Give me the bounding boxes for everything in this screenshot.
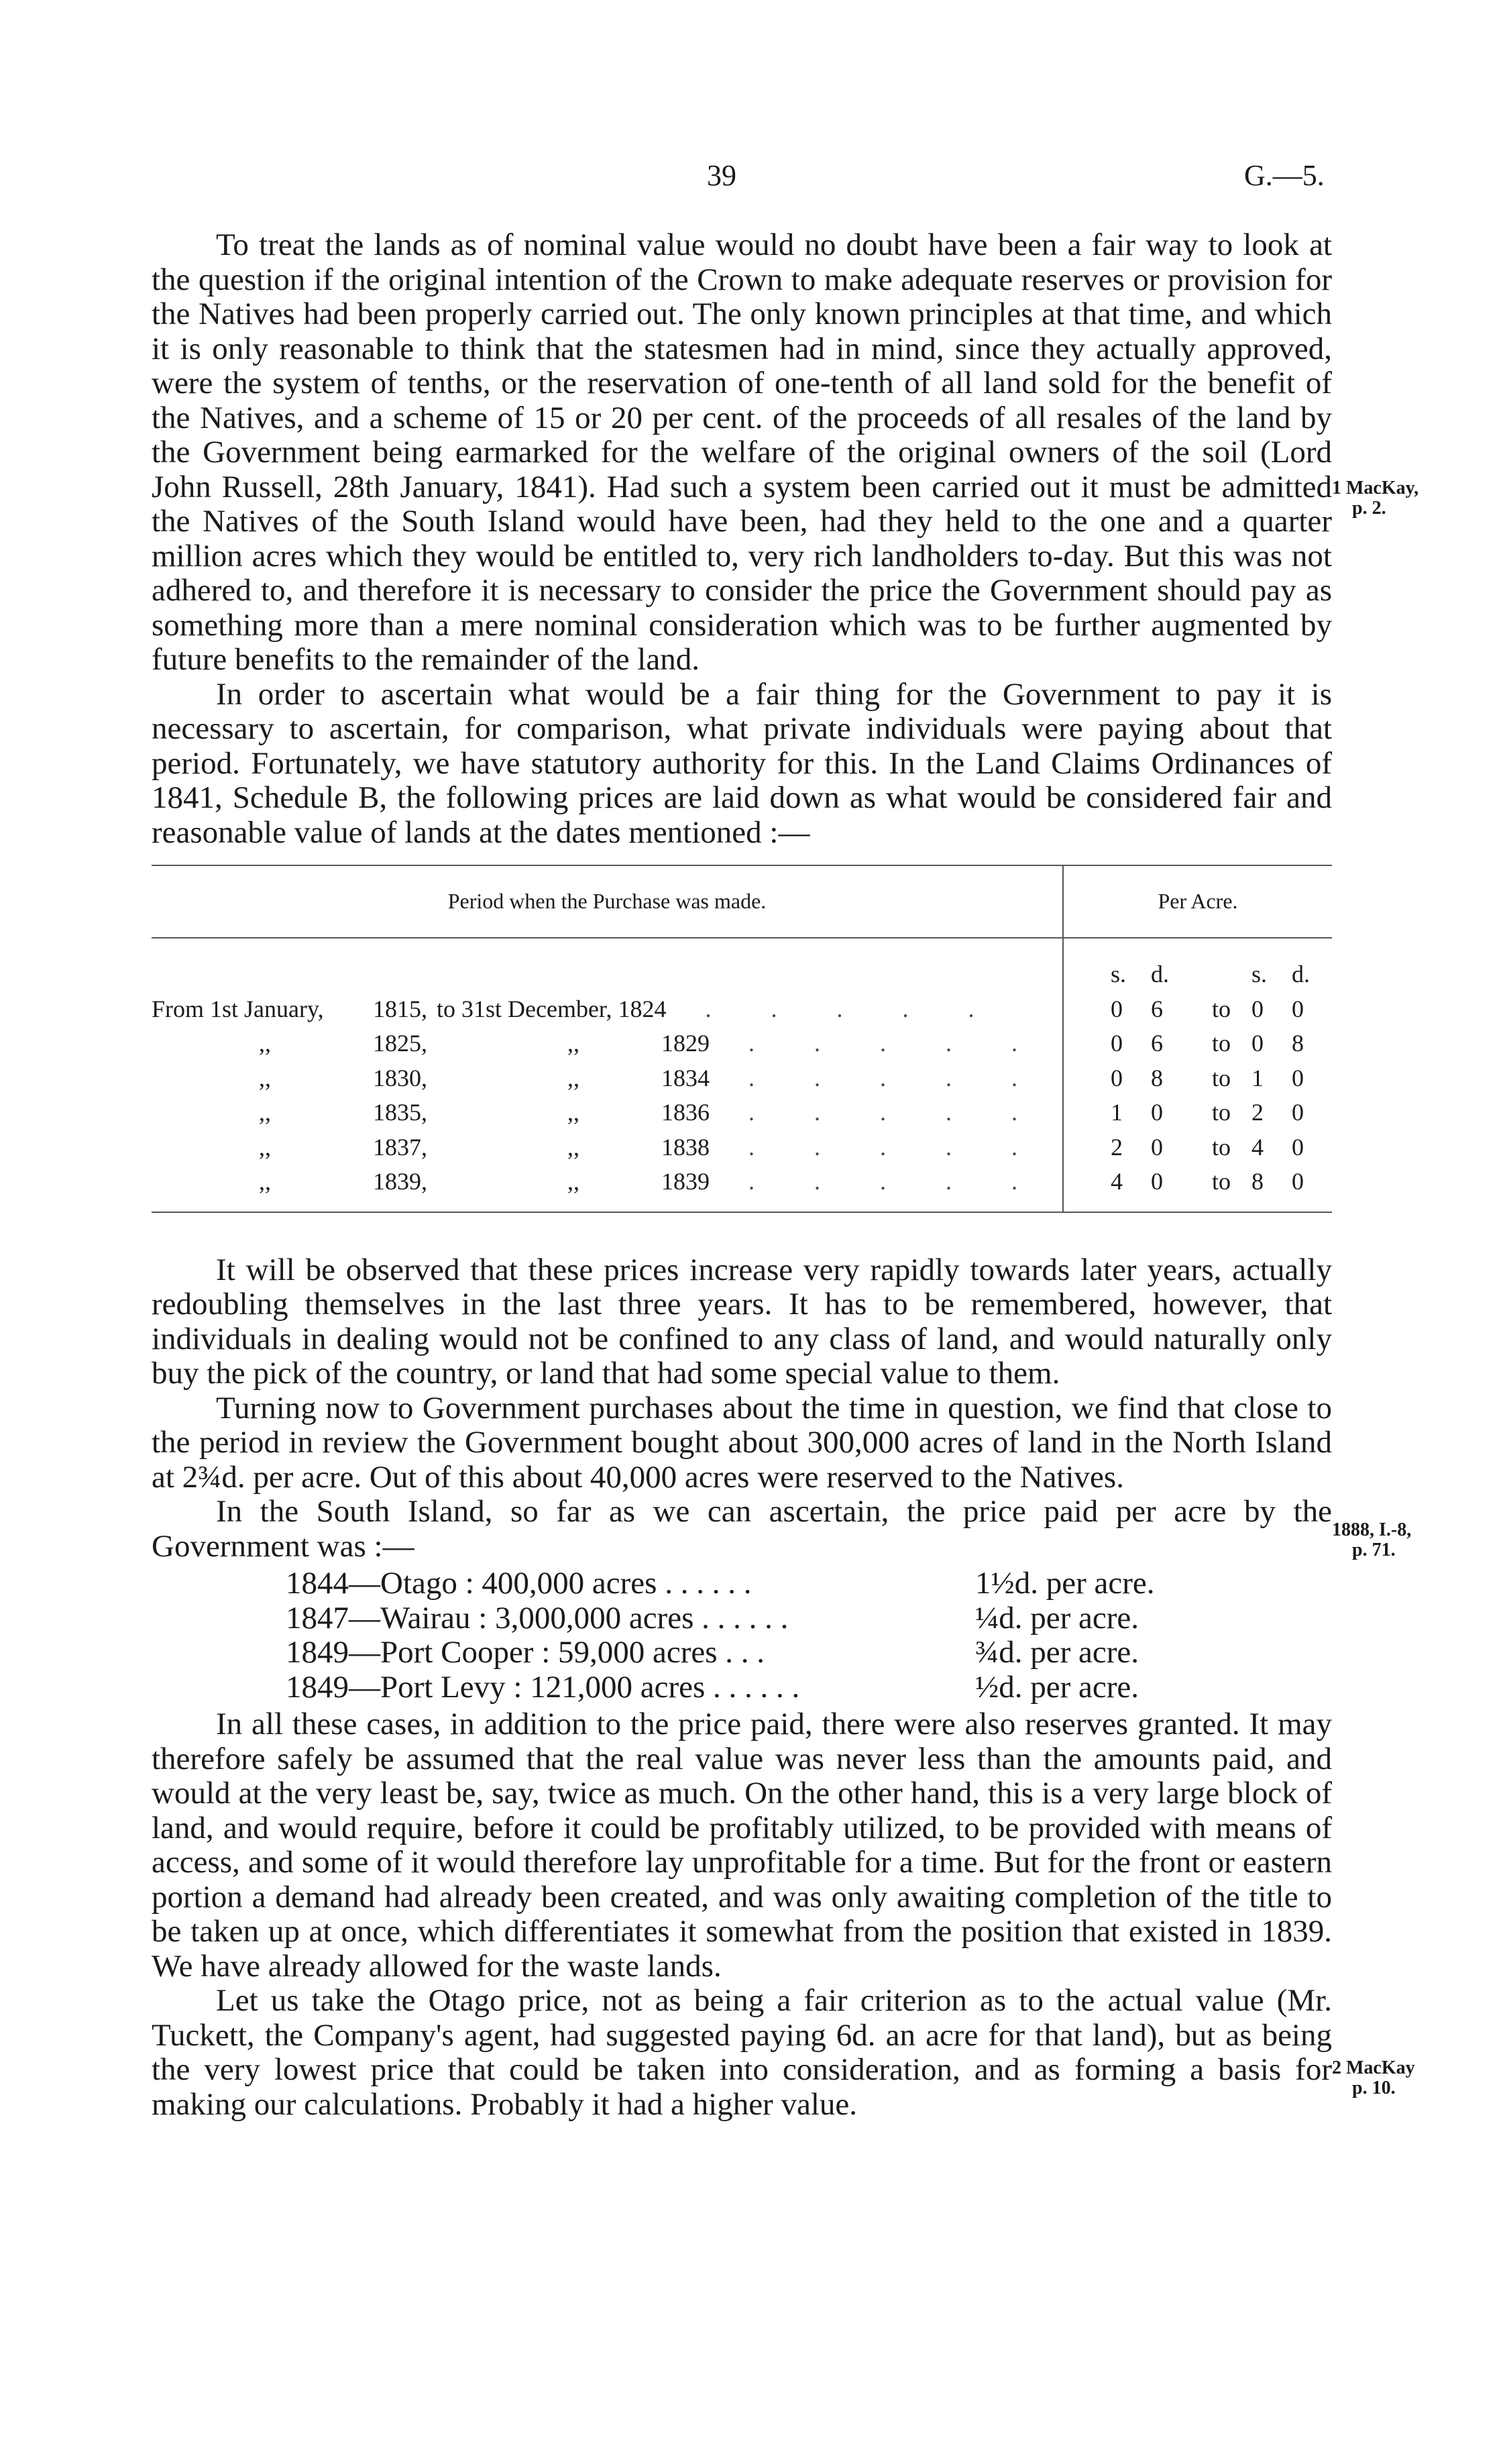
- purchase-name: 1844—Otago : 400,000 acres . . . . . .: [286, 1566, 752, 1601]
- sidenote-line: 1 MacKay,: [1332, 478, 1419, 498]
- period-cell: [152, 1165, 1063, 1212]
- high-pence: 0: [1292, 1099, 1304, 1126]
- purchases-list: [286, 1566, 1332, 1705]
- low-pence: 0: [1151, 1168, 1163, 1195]
- high-pence: 0: [1292, 1168, 1304, 1195]
- header-period: Period when the Purchase was made.: [152, 865, 1063, 938]
- high-shillings: 2: [1251, 1099, 1264, 1126]
- year-from: 1835,: [373, 1099, 427, 1126]
- to-word: to: [1211, 995, 1231, 1022]
- ditto-mark: ,,: [567, 1133, 579, 1161]
- paragraph-4: Turning now to Government purchases about the time in question, we find that close to the period in review the Government bought about 300,000 acres of land in the North Island at 2¾d. per acre. Out of this about 40,000 acres were reserved to the Natives.: [152, 1390, 1332, 1495]
- year-from: 1830,: [373, 1064, 427, 1091]
- price-table-wrapper: [152, 865, 1332, 1213]
- paragraph-7: Let us take the Otago price, not as being a fair criterion as to the actual value (Mr. Tuckett, the Company's agent, had suggested paying 6d. an acre for that land), but as being the very lowest price that could be taken into consideration, and as forming a basis for making our calculations. Probably it had a higher value.: [152, 1983, 1332, 2122]
- high-pence: 8: [1292, 1030, 1304, 1057]
- purchase-name: 1847—Wairau : 3,000,000 acres . . . . . .: [286, 1600, 789, 1636]
- year-from: 1837,: [373, 1133, 427, 1161]
- purchase-price: ¾d. per acre.: [975, 1635, 1139, 1670]
- low-shillings: 1: [1111, 1099, 1123, 1126]
- ditto-mark: ,,: [259, 1133, 271, 1161]
- year-to: 1839: [661, 1168, 710, 1195]
- low-pence: 8: [1151, 1064, 1163, 1091]
- low-shillings: 2: [1111, 1133, 1123, 1161]
- low-shillings: 0: [1111, 1064, 1123, 1091]
- ditto-mark: ,,: [567, 1030, 579, 1057]
- year-from: 1839,: [373, 1168, 427, 1195]
- to-word: to: [1211, 1099, 1231, 1126]
- leader-dots: . . . . .: [748, 1099, 1044, 1126]
- paragraph-6: In all these cases, in addition to the price paid, there were also reserves granted. It may therefore safely be assumed that the real value was never less than the amounts paid, and would at the very least be, say, twice as much. On the other hand, this is a very large block of land, and would require, before it could be profitably utilized, to be provided with means of access, and some of it would therefore lay unprofitable for a time. But for the front or eastern portion a demand had already been created, and was only awaiting completion of the title to be taken up at once, which differentiates it somewhat from the position that existed in 1839. We have already allowed for the waste lands.: [152, 1707, 1332, 1984]
- units-spacer: [152, 938, 1063, 992]
- period-cell: [152, 1026, 1063, 1061]
- year-to: 1836: [661, 1099, 710, 1126]
- low-pence: 0: [1151, 1133, 1163, 1161]
- low-shillings: 0: [1111, 1030, 1123, 1057]
- ditto-mark: ,,: [259, 1030, 271, 1057]
- to-word: to: [1211, 1133, 1231, 1161]
- purchase-price: ½d. per acre.: [975, 1669, 1139, 1705]
- ditto-mark: ,,: [567, 1099, 579, 1126]
- units-row: [152, 938, 1332, 992]
- year-to: 1834: [661, 1064, 710, 1091]
- high-pence: 0: [1292, 1133, 1304, 1161]
- low-shillings: 4: [1111, 1168, 1123, 1195]
- leader-dots: . . . . .: [748, 1133, 1044, 1161]
- table-row: [152, 1130, 1332, 1165]
- sidenote-line: p. 71.: [1352, 1540, 1396, 1560]
- period-cell: [152, 1095, 1063, 1130]
- table-row: [152, 1165, 1332, 1212]
- sidenote-line: 2 MacKay: [1332, 2057, 1415, 2078]
- year-from: 1815,: [373, 995, 427, 1022]
- ditto-mark: ,,: [567, 1168, 579, 1195]
- sidenote-1888: [1332, 1520, 1411, 1560]
- sidenote-mackay-1: [1332, 478, 1418, 519]
- high-shillings: 4: [1251, 1133, 1264, 1161]
- unit-d: d.: [1151, 961, 1169, 987]
- year-to: 1829: [661, 1030, 710, 1057]
- table-header-row: [152, 865, 1332, 938]
- leader-dots: . . . . .: [748, 1168, 1044, 1195]
- year-from: 1825,: [373, 1030, 427, 1057]
- low-pence: 0: [1151, 1099, 1163, 1126]
- high-shillings: 0: [1251, 995, 1264, 1022]
- units-cell: [1063, 938, 1332, 992]
- high-shillings: 1: [1251, 1064, 1264, 1091]
- table-row: [152, 1026, 1332, 1061]
- year-to: 1824: [618, 995, 667, 1022]
- unit-s: s.: [1111, 961, 1127, 987]
- period-cell: [152, 1130, 1063, 1165]
- high-pence: 0: [1292, 995, 1304, 1022]
- period-cell: [152, 1061, 1063, 1096]
- paragraph-2: In order to ascertain what would be a fair thing for the Government to pay it is necessary to ascertain, for comparison, what private individuals were paying about that period. Fortunately, we have statutory authority for this. In the Land Claims Ordinances of 1841, Schedule B, the following prices are laid down as what would be considered fair and reasonable value of lands at the dates mentioned :—: [152, 676, 1332, 850]
- purchase-item: [286, 1601, 1332, 1636]
- from-label: From 1st January,: [152, 995, 324, 1022]
- rate-cell: [1063, 1130, 1332, 1165]
- sidenote-line: 1888, I.-8,: [1332, 1519, 1412, 1540]
- low-pence: 6: [1151, 1030, 1163, 1057]
- low-shillings: 0: [1111, 995, 1123, 1022]
- low-pence: 6: [1151, 995, 1163, 1022]
- purchase-item: [286, 1636, 1332, 1670]
- purchase-name: 1849—Port Levy : 121,000 acres . . . . . .: [286, 1669, 800, 1705]
- leader-dots: . . . . .: [748, 1030, 1044, 1057]
- rate-cell: [1063, 1026, 1332, 1061]
- sidenote-line: p. 2.: [1352, 498, 1386, 519]
- sidenote-line: p. 10.: [1352, 2078, 1396, 2098]
- leader-dots: . . . . .: [748, 1064, 1044, 1091]
- ditto-mark: ,,: [259, 1064, 271, 1091]
- sidenote-mackay-2: [1332, 2058, 1415, 2098]
- leader-dots: . . . . .: [705, 995, 1001, 1022]
- price-table: [152, 865, 1332, 1213]
- rate-cell: [1063, 992, 1332, 1027]
- purchase-name: 1849—Port Cooper : 59,000 acres . . .: [286, 1635, 765, 1670]
- ditto-mark: ,,: [567, 1064, 579, 1091]
- page-number: 39: [707, 159, 736, 192]
- ditto-mark: ,,: [259, 1168, 271, 1195]
- table-row: [152, 1061, 1332, 1096]
- year-to: 1838: [661, 1133, 710, 1161]
- to-word: to: [1211, 1168, 1231, 1195]
- high-shillings: 8: [1251, 1168, 1264, 1195]
- rate-cell: [1063, 1061, 1332, 1096]
- to-word: to: [1211, 1030, 1231, 1057]
- table-row: [152, 992, 1332, 1027]
- series-code: G.—5.: [1244, 159, 1325, 192]
- page-body: [152, 228, 1332, 2122]
- to-word: to: [1211, 1064, 1231, 1091]
- ditto-mark: ,,: [259, 1099, 271, 1126]
- rate-cell: [1063, 1095, 1332, 1130]
- purchase-price: 1½d. per acre.: [975, 1566, 1155, 1601]
- paragraph-3: It will be observed that these prices increase very rapidly towards later years, actually redoubling themselves in the last three years. It has to be remembered, however, that individuals in dealing would not be confined to any class of land, and would naturally only buy the pick of the country, or land that had some special value to them.: [152, 1252, 1332, 1391]
- unit-s: s.: [1251, 961, 1268, 987]
- table-row: [152, 1095, 1332, 1130]
- paragraph-5: In the South Island, so far as we can ascertain, the price paid per acre by the Government was :—: [152, 1494, 1332, 1564]
- purchase-item: [286, 1670, 1332, 1705]
- paragraph-1: To treat the lands as of nominal value would no doubt have been a fair way to look at the question if the original intention of the Crown to make adequate reserves or provision for the Natives had been properly carried out. The only known principles at that time, and which it is only reasonable to think that the statesmen had in mind, since they actually approved, were the system of tenths, or the reservation of one-tenth of all land sold for the benefit of the Natives, and a scheme of 15 or 20 per cent. of the proceeds of all resales of the land by the Government being earmarked for the welfare of the original owners of the soil (Lord John Russell, 28th January, 1841). Had such a system been carried out it must be admitted the Natives of the South Island would have been, had they held to the one and a quarter million acres which they would be entitled to, very rich landholders to-day. But this was not adhered to, and therefore it is necessary to consider the price the Government should pay as something more than a mere nominal consideration which was to be further augmented by future benefits to the remainder of the land.: [152, 227, 1332, 677]
- header-rate: Per Acre.: [1063, 865, 1332, 938]
- purchase-item: [286, 1566, 1332, 1601]
- unit-d: d.: [1292, 961, 1310, 987]
- high-pence: 0: [1292, 1064, 1304, 1091]
- to-label: to 31st December,: [437, 995, 612, 1022]
- rate-cell: [1063, 1165, 1332, 1212]
- high-shillings: 0: [1251, 1030, 1264, 1057]
- period-cell: [152, 992, 1063, 1027]
- purchase-price: ¼d. per acre.: [975, 1600, 1139, 1636]
